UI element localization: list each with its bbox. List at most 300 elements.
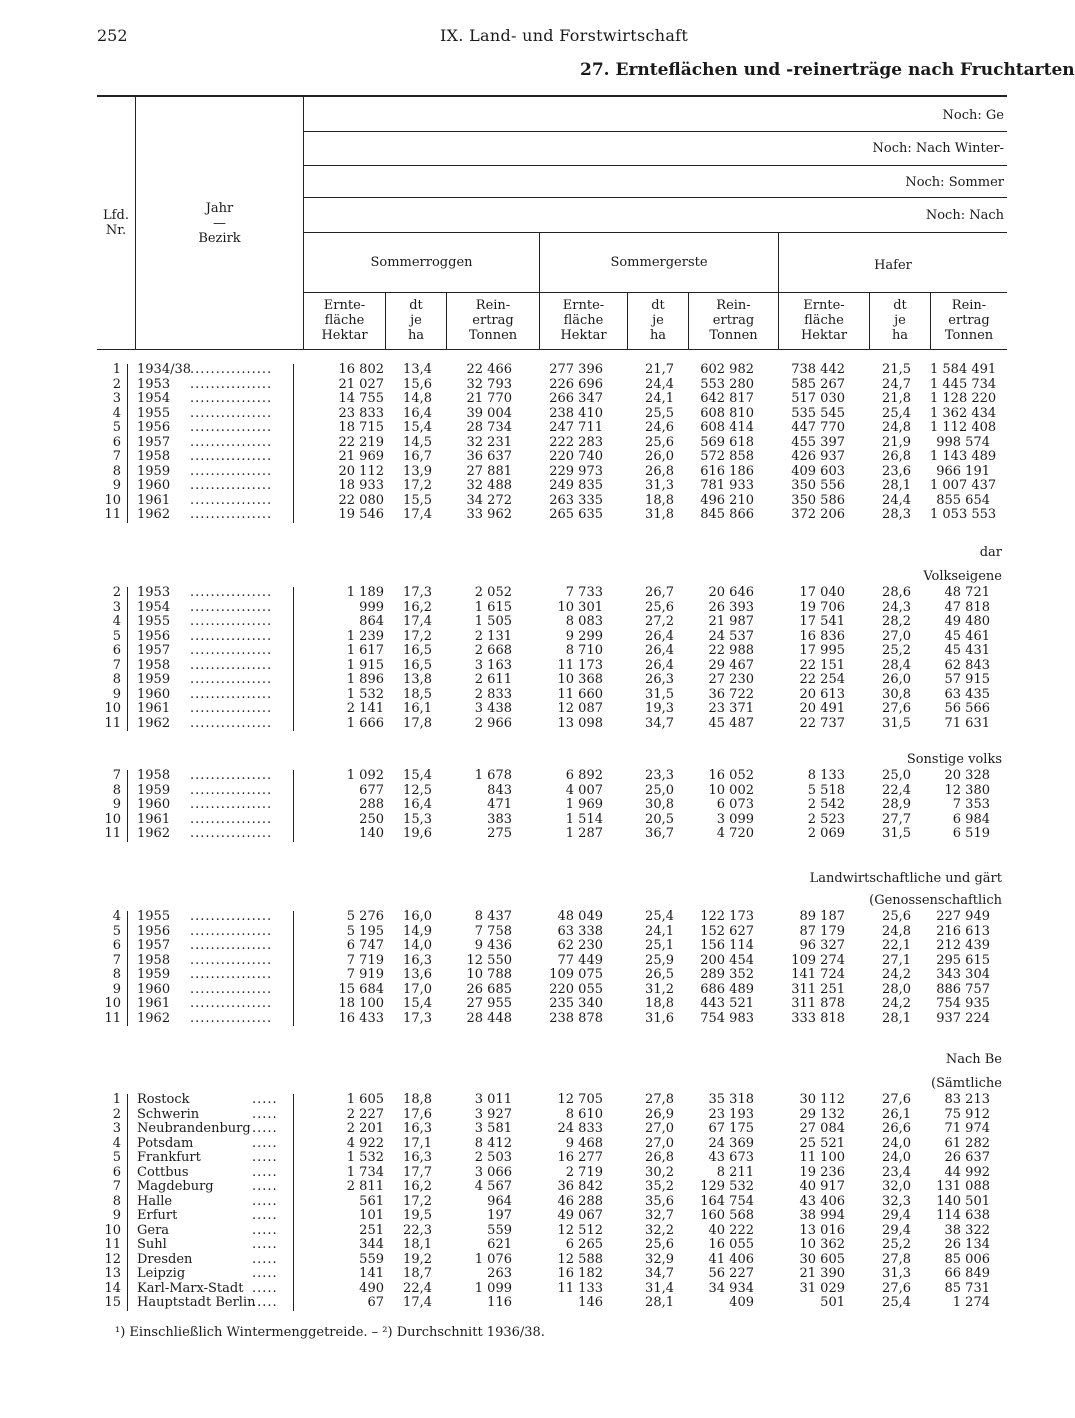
table-cell: 16,1: [403, 701, 432, 716]
table-cell: 22 466: [466, 362, 512, 377]
row-label-text: Frankfurt: [137, 1150, 201, 1165]
row-label: [137, 601, 170, 616]
row-label-text: 1959: [137, 782, 171, 798]
table-cell: 24 833: [557, 1121, 603, 1136]
row-label: [137, 717, 170, 732]
dotted-leader: ................: [190, 923, 273, 939]
table-cell: 16,5: [403, 657, 432, 673]
row-block-rule: [293, 770, 294, 842]
table-cell: 36 637: [466, 449, 512, 464]
table-cell: 226 696: [549, 376, 603, 392]
row-label-text: 1962: [137, 715, 171, 731]
table-cell: 20 112: [338, 463, 384, 479]
table-cell: 16,7: [403, 449, 432, 464]
table-cell: 17,7: [403, 1164, 432, 1180]
table-cell: 553 280: [700, 376, 754, 392]
row-label: [137, 586, 170, 601]
col-header-area: Ernte- fläche Hektar: [800, 298, 848, 343]
table-cell: 1 505: [474, 614, 512, 629]
table-cell: 36 722: [708, 686, 754, 702]
table-cell: 26,4: [645, 628, 674, 644]
table-cell: 781 933: [700, 478, 754, 493]
table-cell: 20 613: [799, 686, 845, 702]
table-cell: 266 347: [549, 391, 603, 406]
table-cell: 6 984: [952, 811, 990, 827]
table-cell: 11 660: [557, 686, 603, 702]
table-cell: 343 304: [936, 967, 990, 982]
table-cell: 843: [487, 782, 512, 798]
table-cell: 23 833: [338, 405, 384, 421]
table-cell: 83 213: [944, 1092, 990, 1107]
table-cell: 32 488: [466, 478, 512, 493]
row-number: 10: [104, 492, 121, 508]
table-cell: 1 287: [565, 826, 603, 841]
table-cell: 8 083: [565, 614, 603, 629]
row-number: 3: [112, 1121, 121, 1136]
table-cell: 2 668: [474, 643, 512, 658]
table-cell: 21 987: [708, 614, 754, 629]
table-cell: 350 586: [791, 492, 845, 508]
table-cell: 31,2: [645, 981, 674, 997]
row-number: 9: [112, 686, 121, 702]
table-cell: 23,6: [882, 463, 911, 479]
table-cell: 25,6: [645, 434, 674, 450]
table-cell: 32,2: [645, 1222, 674, 1238]
table-cell: 1 666: [346, 715, 384, 731]
table-cell: 75 912: [944, 1106, 990, 1122]
table-cell: 26,8: [882, 449, 911, 464]
row-number: 9: [112, 478, 121, 493]
table-cell: 26 134: [944, 1237, 990, 1252]
table-cell: 25,9: [645, 952, 674, 968]
row-label: [137, 954, 170, 969]
table-cell: 29,4: [882, 1208, 911, 1223]
table-cell: 24 369: [708, 1135, 754, 1151]
row-label-text: Leipzig: [137, 1266, 186, 1281]
table-cell: 26,7: [645, 585, 674, 600]
table-cell: 25,6: [645, 1237, 674, 1252]
table-cell: 24,0: [882, 1150, 911, 1165]
table-cell: 447 770: [791, 420, 845, 435]
table-cell: 1 734: [346, 1164, 384, 1180]
jahr-bezirk-header: Jahr — Bezirk: [198, 201, 241, 246]
table-cell: 229 973: [549, 463, 603, 479]
row-label-text: 1955: [137, 909, 171, 924]
table-cell: 17,4: [403, 1295, 432, 1310]
dotted-leader: .....: [252, 1179, 278, 1194]
table-cell: 277 396: [549, 362, 603, 377]
table-cell: 21 770: [466, 391, 512, 406]
table-cell: 26,6: [882, 1121, 911, 1136]
table-cell: 3 099: [716, 811, 754, 827]
table-cell: 6 265: [565, 1237, 603, 1252]
table-cell: 34 934: [708, 1280, 754, 1296]
table-cell: 28,1: [882, 1010, 911, 1026]
table-cell: 22,4: [403, 1280, 432, 1296]
table-cell: 25,2: [882, 643, 911, 658]
table-cell: 15 684: [338, 981, 384, 997]
table-cell: 14,0: [403, 938, 432, 953]
table-cell: 36,7: [645, 826, 674, 841]
table-cell: 372 206: [791, 507, 845, 522]
table-cell: 27,0: [882, 628, 911, 644]
row-label: [137, 421, 170, 436]
col-header-area: Ernte- fläche Hektar: [321, 298, 368, 343]
table-cell: 12 380: [944, 782, 990, 798]
table-cell: 17,6: [403, 1106, 432, 1122]
table-cell: 6 519: [952, 826, 990, 841]
row-label: [137, 363, 191, 378]
table-cell: 263 335: [549, 492, 603, 508]
table-cell: 2 141: [346, 701, 384, 716]
table-cell: 23 193: [708, 1106, 754, 1122]
table-cell: 25,0: [645, 782, 674, 798]
table-cell: 616 186: [700, 463, 754, 479]
row-label-text: 1960: [137, 981, 171, 997]
col-header-yield: dt je ha: [891, 298, 909, 343]
table-cell: 89 187: [799, 909, 845, 924]
table-cell: 31,5: [645, 686, 674, 702]
table-cell: 24,2: [882, 996, 911, 1011]
dotted-leader: ................: [190, 952, 273, 968]
table-cell: 220 055: [549, 981, 603, 997]
table-cell: 17,2: [403, 1193, 432, 1209]
table-cell: 12 588: [557, 1251, 603, 1267]
table-cell: 7 719: [346, 952, 384, 968]
table-cell: 47 818: [944, 599, 990, 615]
table-cell: 25,4: [882, 405, 911, 421]
table-cell: 114 638: [936, 1208, 990, 1223]
table-cell: 238 878: [549, 1010, 603, 1026]
table-cell: 7 353: [952, 797, 990, 812]
table-cell: 26 685: [466, 981, 512, 997]
table-cell: 35,2: [645, 1179, 674, 1194]
row-block-rule: [293, 1094, 294, 1311]
table-cell: 16,0: [403, 909, 432, 924]
row-label: [137, 378, 170, 393]
table-cell: 34,7: [645, 1266, 674, 1281]
table-cell: 12 512: [557, 1222, 603, 1238]
row-number: 12: [104, 1251, 121, 1267]
dotted-leader: .....: [252, 1150, 278, 1165]
table-cell: 116: [487, 1295, 512, 1310]
table-cell: 3 066: [474, 1164, 512, 1180]
row-label-text: 1959: [137, 967, 171, 982]
row-number: 9: [112, 981, 121, 997]
table-cell: 30,2: [645, 1164, 674, 1180]
table-cell: 30 112: [799, 1092, 845, 1107]
table-cell: 966 191: [936, 463, 990, 479]
table-cell: 13,8: [403, 672, 432, 687]
table-cell: 25,0: [882, 768, 911, 783]
row-label-text: Karl-Marx-Stadt: [137, 1280, 244, 1296]
row-label-text: Erfurt: [137, 1208, 178, 1223]
row-block-rule: [127, 770, 128, 842]
row-label: [137, 910, 170, 925]
table-cell: 14,5: [403, 434, 432, 450]
row-label: [137, 1012, 170, 1027]
row-number: 7: [112, 657, 121, 673]
table-cell: 222 283: [549, 434, 603, 450]
table-cell: 26,8: [645, 463, 674, 479]
table-cell: 311 251: [791, 981, 845, 997]
col-header-yield: dt je ha: [407, 298, 425, 343]
table-cell: 1 445 734: [930, 376, 997, 392]
table-cell: 275: [487, 826, 512, 841]
table-cell: 27,0: [645, 1121, 674, 1136]
row-number: 6: [112, 938, 121, 953]
row-label: [137, 673, 170, 688]
row-number: 5: [112, 420, 121, 435]
table-cell: 15,5: [403, 492, 432, 508]
table-cell: 38 322: [944, 1222, 990, 1238]
table-cell: 4 567: [474, 1179, 512, 1194]
table-cell: 17,3: [403, 1010, 432, 1026]
col-header-area: Ernte- fläche Hektar: [560, 298, 607, 343]
dotted-leader: ................: [190, 492, 273, 508]
table-cell: 13 016: [799, 1222, 845, 1238]
section-subheading: Volkseigene: [923, 569, 1002, 584]
table-cell: 27 084: [799, 1121, 845, 1136]
table-cell: 32,9: [645, 1251, 674, 1267]
table-cell: 21 027: [338, 376, 384, 392]
table-cell: 8 412: [474, 1135, 512, 1151]
table-cell: 63 338: [557, 923, 603, 939]
table-cell: 25,1: [645, 938, 674, 953]
table-cell: 16 055: [708, 1237, 754, 1252]
table-cell: 200 454: [700, 952, 754, 968]
dotted-leader: ................: [190, 811, 273, 827]
table-cell: 34 272: [466, 492, 512, 508]
row-number: 15: [104, 1295, 121, 1310]
row-label-text: 1953: [137, 376, 171, 392]
table-cell: 27 955: [466, 996, 512, 1011]
table-cell: 17,4: [403, 507, 432, 522]
table-cell: 4 720: [716, 826, 754, 841]
table-cell: 6 892: [565, 768, 603, 783]
row-label-text: 1934/38: [137, 362, 192, 377]
footnote: ¹) Einschließlich Wintermenggetreide. – ²) Durchschnitt 1936/38.: [115, 1325, 545, 1340]
dotted-leader: ................: [190, 434, 273, 450]
group-header-2: Noch: Nach Winter-: [872, 141, 1004, 156]
table-cell: 1 678: [474, 768, 512, 783]
row-label: [137, 508, 170, 523]
table-cell: 31,4: [645, 1280, 674, 1296]
row-label-text: 1959: [137, 463, 171, 479]
table-cell: 77 449: [557, 952, 603, 968]
row-number: 4: [112, 909, 121, 924]
table-cell: 3 011: [474, 1092, 512, 1107]
table-cell: 12 087: [557, 701, 603, 716]
table-cell: 146: [578, 1295, 603, 1310]
section-subheading: Sonstige volks: [906, 752, 1002, 767]
table-cell: 32,3: [882, 1193, 911, 1209]
dotted-leader: ................: [190, 362, 273, 377]
dotted-leader: ................: [190, 599, 273, 615]
table-cell: 265 635: [549, 507, 603, 522]
table-cell: 27,7: [882, 811, 911, 827]
table-cell: 333 818: [791, 1010, 845, 1026]
row-label-text: Dresden: [137, 1251, 193, 1267]
row-number: 8: [112, 1193, 121, 1209]
table-cell: 26,0: [645, 449, 674, 464]
table-cell: 17,2: [403, 628, 432, 644]
row-label: [137, 813, 170, 828]
table-cell: 18 715: [338, 420, 384, 435]
dotted-leader: .....: [252, 1135, 278, 1151]
table-cell: 21,9: [882, 434, 911, 450]
table-cell: 1 605: [346, 1092, 384, 1107]
table-cell: 25,4: [645, 909, 674, 924]
table-cell: 27,6: [882, 1092, 911, 1107]
table-cell: 7 919: [346, 967, 384, 982]
table-cell: 141 724: [791, 967, 845, 982]
table-cell: 8 211: [716, 1164, 754, 1180]
table-cell: 1 053 553: [930, 507, 997, 522]
row-label-text: 1953: [137, 585, 171, 600]
row-label-text: 1958: [137, 449, 171, 464]
dotted-leader: ................: [190, 463, 273, 479]
table-cell: 25,2: [882, 1237, 911, 1252]
table-title: 27. Ernteflächen und -reinerträge nach Fruchtarten: [580, 60, 1075, 80]
table-cell: 1 514: [565, 811, 603, 827]
table-cell: 2 966: [474, 715, 512, 731]
dotted-leader: ................: [190, 938, 273, 953]
row-label-text: 1956: [137, 923, 171, 939]
table-cell: 251: [359, 1222, 384, 1238]
table-top-rule: [97, 95, 1007, 97]
table-cell: 238 410: [549, 405, 603, 421]
table-cell: 14,8: [403, 391, 432, 406]
row-label: [137, 659, 170, 674]
row-label-text: 1957: [137, 643, 171, 658]
table-cell: 71 631: [944, 715, 990, 731]
dotted-leader: ................: [190, 376, 273, 392]
row-number: 1: [112, 362, 121, 377]
table-cell: 26,4: [645, 657, 674, 673]
row-block-rule: [293, 911, 294, 1026]
table-cell: 16,5: [403, 643, 432, 658]
dotted-leader: .....: [252, 1164, 278, 1180]
table-cell: 26 393: [708, 599, 754, 615]
dotted-leader: ................: [190, 715, 273, 731]
table-cell: 455 397: [791, 434, 845, 450]
row-label-text: 1954: [137, 391, 171, 406]
table-cell: 998 574: [936, 434, 990, 450]
row-number: 6: [112, 1164, 121, 1180]
table-cell: 621: [487, 1237, 512, 1252]
table-cell: 1 143 489: [930, 449, 997, 464]
row-label-text: Rostock: [137, 1092, 190, 1107]
table-cell: 28,4: [882, 657, 911, 673]
table-cell: 29,4: [882, 1222, 911, 1238]
table-cell: 17,8: [403, 715, 432, 731]
row-number: 4: [112, 1135, 121, 1151]
table-cell: 85 006: [944, 1251, 990, 1267]
table-cell: 141: [359, 1266, 384, 1281]
table-cell: 27,0: [645, 1135, 674, 1151]
row-label-text: 1955: [137, 614, 171, 629]
table-cell: 140 501: [936, 1193, 990, 1209]
table-cell: 38 994: [799, 1208, 845, 1223]
table-cell: 572 858: [700, 449, 754, 464]
row-label-text: Hauptstadt Berlin: [137, 1295, 256, 1310]
dotted-leader: .....: [252, 1280, 278, 1296]
table-cell: 1 969: [565, 797, 603, 812]
table-cell: 1 128 220: [930, 391, 997, 406]
table-cell: 12 550: [466, 952, 512, 968]
table-cell: 964: [487, 1193, 512, 1209]
table-cell: 490: [359, 1280, 384, 1296]
row-label-text: 1958: [137, 657, 171, 673]
row-label: [137, 494, 170, 509]
table-cell: 350 556: [791, 478, 845, 493]
table-cell: 608 414: [700, 420, 754, 435]
table-cell: 220 740: [549, 449, 603, 464]
table-cell: 18,8: [403, 1092, 432, 1107]
table-cell: 27,6: [882, 1280, 911, 1296]
table-cell: 2 542: [807, 797, 845, 812]
table-cell: 36 842: [557, 1179, 603, 1194]
dotted-leader: ................: [190, 996, 273, 1011]
table-cell: 31 029: [799, 1280, 845, 1296]
table-cell: 14,9: [403, 923, 432, 939]
table-cell: 5 518: [807, 782, 845, 798]
row-label: [137, 436, 170, 451]
table-cell: 1 915: [346, 657, 384, 673]
header-rule-1: [303, 131, 1007, 132]
row-label: [137, 1195, 172, 1210]
table-cell: 29 132: [799, 1106, 845, 1122]
table-cell: 3 927: [474, 1106, 512, 1122]
table-cell: 31,3: [882, 1266, 911, 1281]
table-cell: 2 523: [807, 811, 845, 827]
table-cell: 62 230: [557, 938, 603, 953]
table-cell: 8 610: [565, 1106, 603, 1122]
row-number: 8: [112, 463, 121, 479]
row-label-text: 1962: [137, 826, 171, 841]
table-cell: 26,1: [882, 1106, 911, 1122]
row-number: 10: [104, 701, 121, 716]
row-label-text: 1957: [137, 938, 171, 953]
table-cell: 96 327: [799, 938, 845, 953]
table-cell: 46 288: [557, 1193, 603, 1209]
table-cell: 87 179: [799, 923, 845, 939]
table-cell: 585 267: [791, 376, 845, 392]
table-cell: 30 605: [799, 1251, 845, 1267]
row-label: [137, 1151, 201, 1166]
table-cell: 2 052: [474, 585, 512, 600]
dotted-leader: ................: [190, 585, 273, 600]
table-cell: 517 030: [791, 391, 845, 406]
row-block-rule: [127, 911, 128, 1026]
table-cell: 20 491: [799, 701, 845, 716]
table-cell: 9 468: [565, 1135, 603, 1151]
table-cell: 15,4: [403, 996, 432, 1011]
table-cell: 25,4: [882, 1295, 911, 1310]
row-label-text: Potsdam: [137, 1135, 194, 1151]
row-label: [137, 392, 170, 407]
row-label-text: 1956: [137, 420, 171, 435]
table-cell: 1 274: [952, 1295, 990, 1310]
section-heading: Landwirtschaftliche und gärt: [809, 871, 1002, 886]
table-cell: 32 231: [466, 434, 512, 450]
row-block-rule: [293, 587, 294, 731]
table-cell: 24 537: [708, 628, 754, 644]
table-cell: 608 810: [700, 405, 754, 421]
table-cell: 5 195: [346, 923, 384, 939]
dotted-leader: ................: [190, 701, 273, 716]
